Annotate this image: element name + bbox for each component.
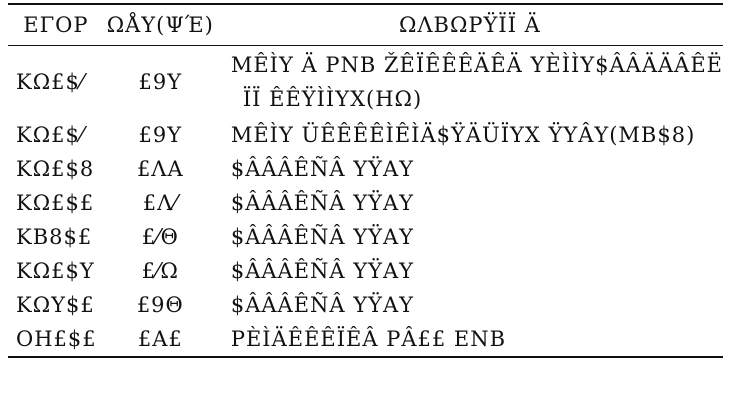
cell-col2: £Λ⁄ [142, 191, 178, 215]
cell-col3: ΜÊÌΥ ÜÊÊÊÊÌÊÌÄ$ΫÄÜÏΥΧ ΫΥÂΥ(ΜΒ$8) [230, 123, 696, 147]
cell-col3 [217, 46, 723, 119]
cell-col3: $ÂÂÂÊÑÂ ΥΫΑΥ [230, 259, 415, 283]
header-row [8, 4, 723, 46]
cell-col2: £Α£ [137, 327, 183, 351]
cell-col3-line1: ΜÊÌΥ Ä ΡΝΒ ŽÊÏÊÊÊÄÊÄ ΥÈÌÌΥ$ÂÂÄÄÂÊË [230, 53, 723, 77]
table-header [8, 4, 723, 46]
cell-col3: ΡÈÌÄÊÊÊÏÊÂ ΡÂ££ ΕΝΒ [230, 327, 507, 351]
cell-col3: $ÂÂÂÊÑÂ ΥΫΑΥ [230, 225, 415, 249]
cell-col2: £9Υ [138, 70, 183, 94]
cell-col2: £⁄Ω [141, 259, 179, 283]
header-cell-2: ΩÅΥ(ΨΈ) [106, 13, 214, 37]
cell-col2: £⁄Θ [141, 225, 179, 249]
data-table [8, 3, 723, 358]
cell-col1: ΚΒ8$£ [16, 225, 93, 249]
cell-col3: $ÂÂÂÊÑÂ ΥΫΑΥ [230, 191, 415, 215]
cell-col1: ΚΩΥ$£ [16, 293, 95, 317]
table-row [8, 220, 723, 254]
cell-col1: ΚΩ£$8 [16, 157, 95, 181]
cell-col2: £9Υ [138, 123, 183, 147]
cell-col1: ΚΩ£$⁄ [16, 123, 85, 147]
table-row [8, 288, 723, 322]
cell-col3: $ÂÂÂÊÑÂ ΥΫΑΥ [230, 293, 415, 317]
table-row [8, 152, 723, 186]
table-row [8, 254, 723, 288]
cell-col1: ΚΩ£$⁄ [16, 70, 85, 94]
cell-col3: $ÂÂÂÊÑÂ ΥΫΑΥ [230, 157, 415, 181]
table-row [8, 118, 723, 152]
table-body [8, 46, 723, 358]
cell-col1: ΟΗ£$£ [16, 327, 97, 351]
table-row [8, 46, 723, 119]
header-cell-1: ΕΓΟΡ [23, 13, 89, 37]
cell-col3-line2: ÏÏ ÊÊΫÌÌΥΧ(ΗΩ) [242, 87, 423, 111]
table-row [8, 186, 723, 220]
table-row [8, 322, 723, 357]
cell-col1: ΚΩ£$Υ [16, 259, 95, 283]
cell-col2: £9Θ [136, 293, 184, 317]
cell-col2: £ΛΑ [136, 157, 184, 181]
cell-col1: ΚΩ£$£ [16, 191, 95, 215]
header-cell-3: ΩΛΒΩΡΫΪΪ Ä [398, 13, 541, 37]
